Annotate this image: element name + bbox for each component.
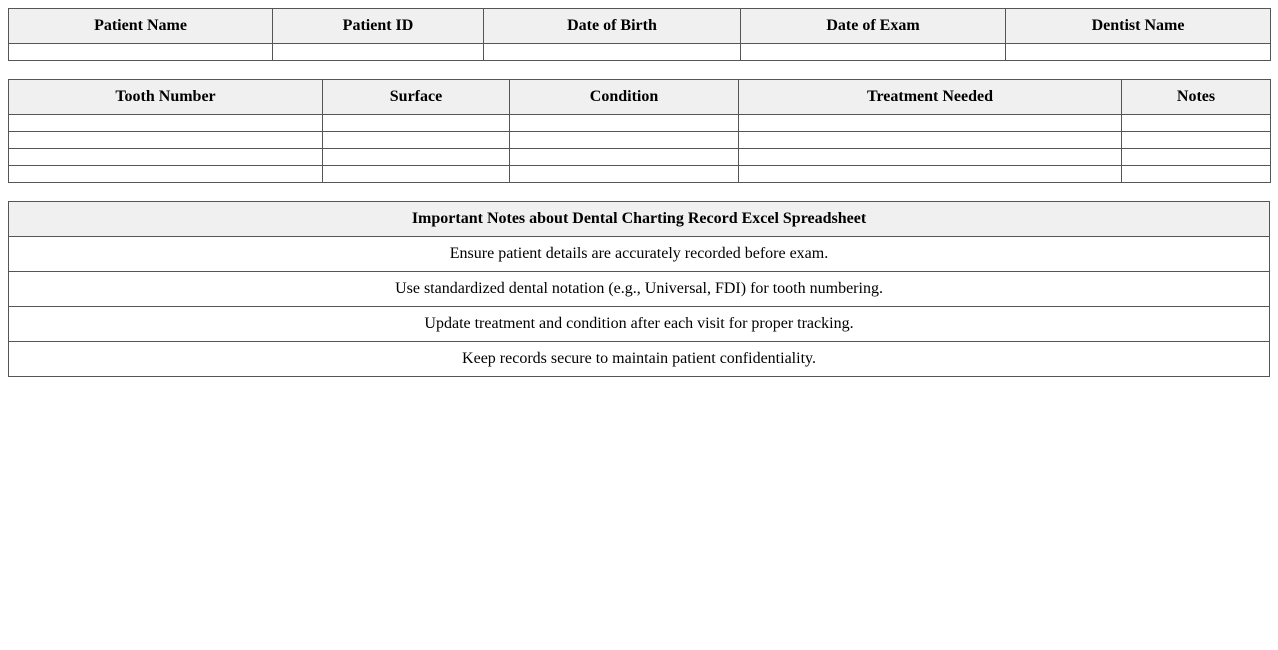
dentist-name-cell[interactable] (1006, 44, 1271, 61)
patient-id-cell[interactable] (273, 44, 484, 61)
header-patient-id: Patient ID (273, 9, 484, 44)
treatment-needed-cell[interactable] (739, 166, 1122, 183)
notes-cell[interactable] (1122, 132, 1271, 149)
header-notes: Notes (1122, 80, 1271, 115)
table-row (9, 307, 1270, 342)
important-notes-table (8, 201, 1270, 377)
note-item: Ensure patient details are accurately recorded before exam. (9, 237, 1270, 272)
table-row (9, 115, 1271, 132)
tooth-number-cell[interactable] (9, 115, 323, 132)
header-row (9, 9, 1271, 44)
date-of-exam-cell[interactable] (741, 44, 1006, 61)
notes-cell[interactable] (1122, 149, 1271, 166)
tooth-number-cell[interactable] (9, 166, 323, 183)
condition-cell[interactable] (510, 149, 739, 166)
header-dentist-name: Dentist Name (1006, 9, 1271, 44)
header-date-of-birth: Date of Birth (484, 9, 741, 44)
note-item: Use standardized dental notation (e.g., Universal, FDI) for tooth numbering. (9, 272, 1270, 307)
table-row (9, 149, 1271, 166)
treatment-needed-cell[interactable] (739, 115, 1122, 132)
table-row (9, 166, 1271, 183)
condition-cell[interactable] (510, 115, 739, 132)
note-item: Keep records secure to maintain patient confidentiality. (9, 342, 1270, 377)
patient-info-table (8, 8, 1271, 61)
tooth-number-cell[interactable] (9, 149, 323, 166)
surface-cell[interactable] (323, 166, 510, 183)
notes-cell[interactable] (1122, 166, 1271, 183)
tooth-number-cell[interactable] (9, 132, 323, 149)
notes-title: Important Notes about Dental Charting Record Excel Spreadsheet (9, 202, 1270, 237)
header-treatment-needed: Treatment Needed (739, 80, 1122, 115)
treatment-needed-cell[interactable] (739, 132, 1122, 149)
treatment-needed-cell[interactable] (739, 149, 1122, 166)
date-of-birth-cell[interactable] (484, 44, 741, 61)
header-row (9, 80, 1271, 115)
note-item: Update treatment and condition after each visit for proper tracking. (9, 307, 1270, 342)
header-surface: Surface (323, 80, 510, 115)
header-condition: Condition (510, 80, 739, 115)
surface-cell[interactable] (323, 132, 510, 149)
table-row (9, 272, 1270, 307)
notes-cell[interactable] (1122, 115, 1271, 132)
table-row (9, 44, 1271, 61)
surface-cell[interactable] (323, 149, 510, 166)
condition-cell[interactable] (510, 166, 739, 183)
header-patient-name: Patient Name (9, 9, 273, 44)
surface-cell[interactable] (323, 115, 510, 132)
condition-cell[interactable] (510, 132, 739, 149)
patient-name-cell[interactable] (9, 44, 273, 61)
tooth-chart-table (8, 79, 1271, 183)
header-date-of-exam: Date of Exam (741, 9, 1006, 44)
table-row (9, 132, 1271, 149)
table-row (9, 237, 1270, 272)
header-tooth-number: Tooth Number (9, 80, 323, 115)
table-row (9, 342, 1270, 377)
header-row (9, 202, 1270, 237)
document (8, 8, 1270, 377)
